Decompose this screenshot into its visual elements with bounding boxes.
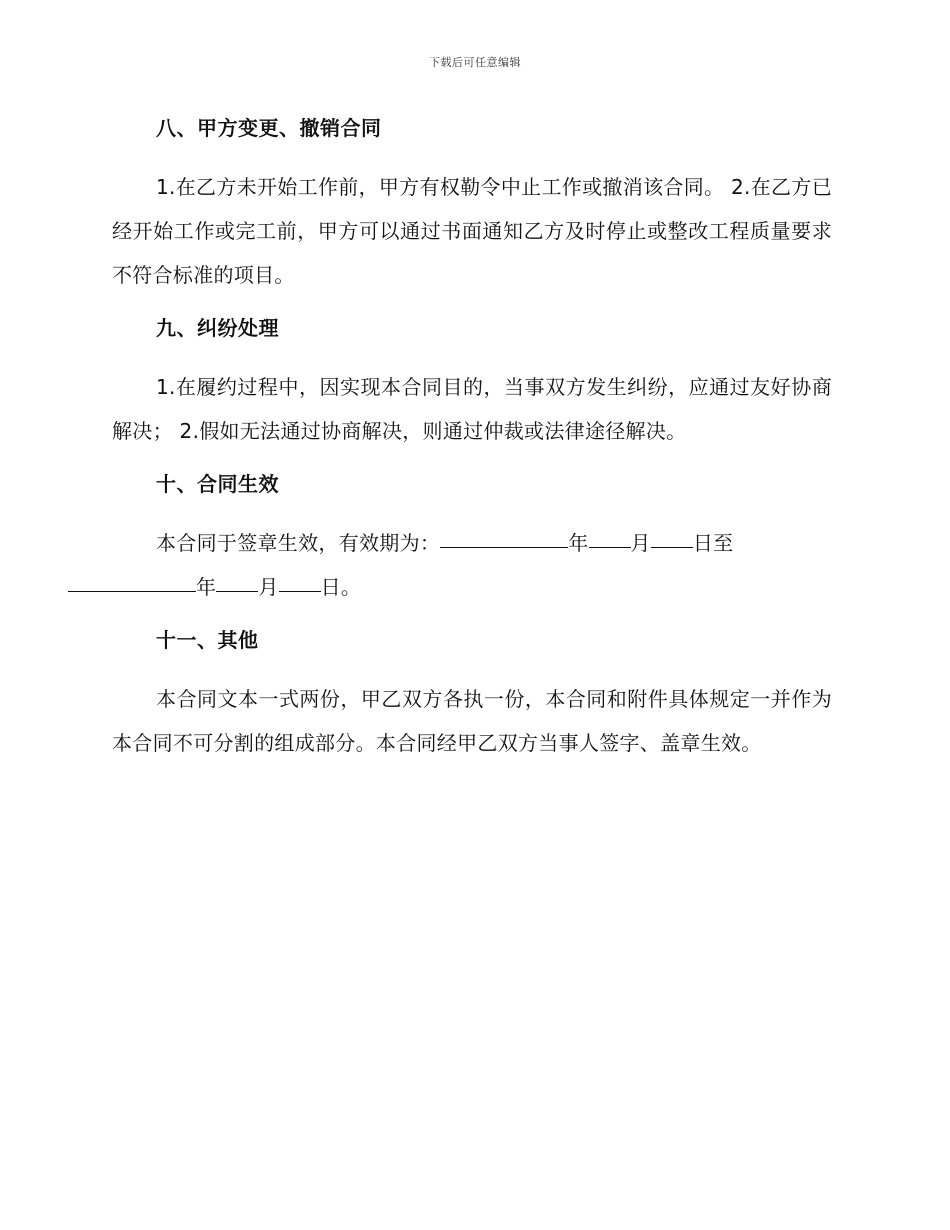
end-year-blank — [68, 590, 196, 592]
section-paragraph: 1.在履约过程中，因实现本合同目的，当事双方发生纠纷，应通过友好协商解决； 2.假如无法通过协商解决，则通过仲裁或法律途径解决。 — [112, 375, 832, 443]
section-10 — [112, 469, 832, 609]
end-day-blank — [279, 590, 321, 592]
year-label: 年 — [196, 575, 217, 599]
month-label: 月 — [258, 575, 279, 599]
section-title: 九、纠纷处理 — [156, 316, 279, 340]
year-label: 年 — [568, 531, 589, 555]
month-label: 月 — [630, 531, 651, 555]
section-paragraph: 1.在乙方未开始工作前，甲方有权勒令中止工作或撤消该合同。 2.在乙方已经开始工作或完工前，甲方可以通过书面通知乙方及时停止或整改工程质量要求不符合标准的项目。 — [112, 175, 832, 287]
start-year-blank — [440, 546, 568, 548]
validity-prefix: 本合同于签章生效，有效期为： — [156, 531, 441, 555]
section-8 — [112, 113, 832, 297]
page-header: 下载后可任意编辑 — [429, 56, 521, 69]
day-end-label: 日。 — [320, 575, 362, 599]
section-9 — [112, 313, 832, 453]
start-day-blank — [651, 546, 693, 548]
document-body — [112, 113, 832, 781]
section-11 — [112, 625, 832, 765]
section-title: 十、合同生效 — [156, 472, 279, 496]
day-to-label: 日至 — [692, 531, 734, 555]
section-paragraph: 本合同文本一式两份，甲乙双方各执一份，本合同和附件具体规定一并作为本合同不可分割的组成部分。本合同经甲乙双方当事人签字、盖章生效。 — [112, 687, 832, 755]
validity-paragraph — [112, 521, 832, 609]
start-month-blank — [589, 546, 631, 548]
section-title: 八、甲方变更、撤销合同 — [156, 116, 382, 140]
end-month-blank — [216, 590, 258, 592]
section-title: 十一、其他 — [156, 628, 259, 652]
